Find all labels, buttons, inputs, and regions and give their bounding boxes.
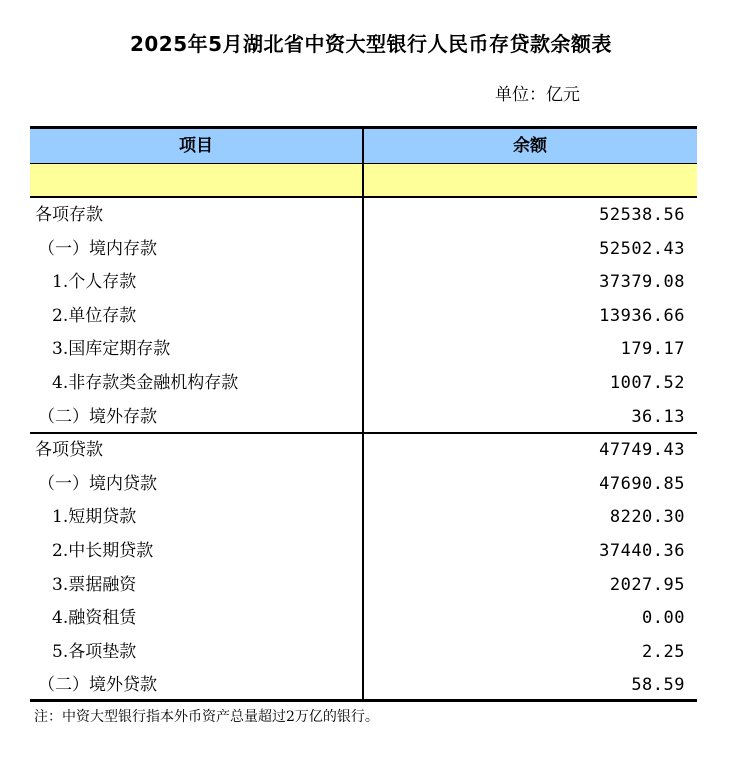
table-row [30, 602, 697, 636]
row-label: 2.中长期贷款 [52, 541, 154, 561]
row-label: 1.个人存款 [52, 272, 137, 293]
row-value: 36.13 [631, 406, 685, 427]
row-value: 37379.08 [599, 272, 685, 293]
table-row [30, 535, 697, 569]
table-row [30, 468, 697, 502]
column-header-balance: 余额 [513, 136, 547, 156]
row-label: 4.非存款类金融机构存款 [52, 373, 239, 393]
row-value: 37440.36 [599, 541, 685, 561]
row-label: 各项存款 [35, 205, 103, 225]
unit-label: 单位：亿元 [495, 85, 580, 105]
row-value: 13936.66 [599, 305, 685, 326]
section-rule-deposits [30, 196, 697, 198]
row-label: 5.各项垫款 [52, 641, 137, 662]
row-label: （一）境内贷款 [38, 473, 157, 494]
column-header-item: 项目 [179, 136, 213, 156]
row-label: 1.短期贷款 [52, 507, 137, 528]
table-row [30, 300, 697, 334]
row-value: 2027.95 [609, 574, 685, 595]
row-value: 52502.43 [599, 238, 685, 259]
row-value: 179.17 [620, 339, 685, 360]
table-row [30, 636, 697, 670]
row-value: 2.25 [642, 641, 685, 662]
row-value: 47690.85 [599, 473, 685, 494]
row-value: 52538.56 [599, 205, 685, 225]
row-value: 1007.52 [609, 373, 685, 393]
table-row [30, 367, 697, 401]
table-row [30, 569, 697, 603]
row-label: （二）境外存款 [38, 406, 157, 427]
table-row [30, 199, 697, 233]
row-label: 2.单位存款 [52, 305, 137, 326]
footnote: 注：中资大型银行指本外币资产总量超过2万亿的银行。 [34, 709, 379, 725]
row-value: 58.59 [631, 675, 685, 696]
row-label: 3.票据融资 [52, 574, 137, 595]
table-row [30, 434, 697, 468]
row-label: （二）境外贷款 [38, 675, 157, 696]
row-label: 各项贷款 [35, 440, 103, 461]
table-row [30, 233, 697, 267]
page-title: 2025年5月湖北省中资大型银行人民币存贷款余额表 [129, 32, 613, 56]
row-value: 47749.43 [599, 440, 685, 461]
table-row [30, 401, 697, 435]
row-value: 8220.30 [609, 507, 685, 528]
row-label: 4.融资租赁 [52, 608, 137, 629]
blank-highlight-row [30, 164, 697, 196]
table-row [30, 669, 697, 703]
table-row [30, 501, 697, 535]
row-label: （一）境内存款 [38, 238, 157, 259]
row-label: 3.国库定期存款 [52, 339, 171, 360]
table-row [30, 333, 697, 367]
row-value: 0.00 [642, 608, 685, 629]
table-row [30, 266, 697, 300]
